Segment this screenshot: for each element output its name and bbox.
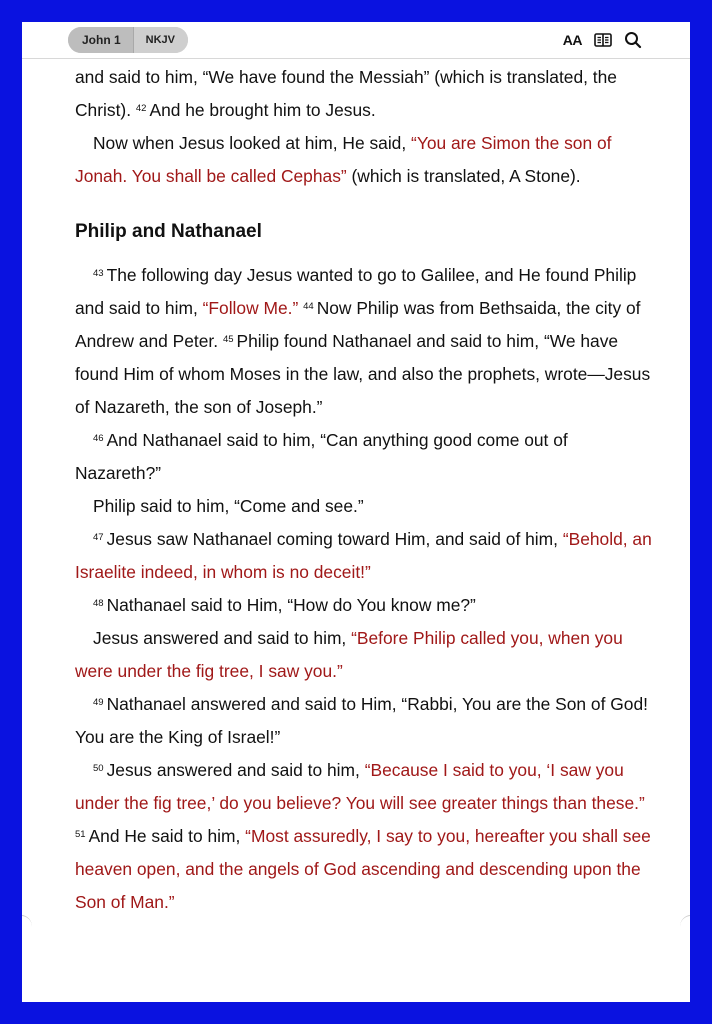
verse-number[interactable]: 47 — [93, 532, 104, 543]
verse-text: Philip said to him, “Come and see.” — [93, 496, 364, 516]
passage-selector[interactable] — [68, 27, 188, 53]
paragraph — [75, 127, 655, 193]
verse-text: Jesus saw Nathanael coming toward Him, and said of him, — [106, 529, 563, 549]
book-columns-icon — [594, 33, 612, 47]
toolbar — [551, 31, 642, 49]
font-size-button[interactable] — [563, 31, 582, 49]
search-button[interactable] — [624, 31, 642, 49]
version-button[interactable]: NKJV — [134, 27, 188, 53]
verse-number[interactable]: 42 — [135, 103, 147, 114]
previous-page-handle[interactable] — [22, 915, 32, 938]
words-of-christ: “Behold, an Israelite indeed, in whom is no deceit!” — [75, 529, 652, 582]
verse-number[interactable]: 43 — [93, 268, 104, 279]
paragraph — [75, 622, 655, 688]
parallel-view-button[interactable] — [594, 31, 612, 49]
search-icon — [624, 31, 642, 49]
verse-number[interactable]: 49 — [93, 697, 104, 708]
paragraph — [75, 589, 655, 622]
section-heading: Philip and Nathanael — [75, 221, 262, 242]
verse-number[interactable]: 48 — [93, 598, 104, 609]
verse-text: (which is translated, A Stone). — [346, 166, 581, 186]
book-chapter-button[interactable]: John 1 — [68, 27, 134, 53]
next-page-handle[interactable] — [680, 915, 690, 938]
paragraph — [75, 61, 655, 127]
verse-text: The following day Jesus wanted to go to Galilee, and He found Philip and said to him, — [75, 265, 637, 318]
verse-text: Nathanael said to Him, “How do You know me?” — [106, 595, 476, 615]
verse-number[interactable]: 51 — [75, 829, 86, 840]
paragraph — [75, 424, 655, 490]
words-of-christ: “Follow Me.” — [202, 298, 299, 318]
paragraph — [75, 490, 655, 523]
words-of-christ: “Before Philip called you, when you were under the fig tree, I saw you.” — [75, 628, 623, 681]
verse-text: and said to him, “We have found the Messiah” (which is translated, the Christ). — [75, 67, 617, 120]
paragraph — [75, 523, 655, 589]
verse-text: And he brought him to Jesus. — [149, 100, 376, 120]
font-size-label: AA — [562, 32, 582, 48]
verse-text: Now Philip was from Bethsaida, the city of Andrew and Peter. — [75, 298, 641, 351]
verse-number[interactable]: 44 — [303, 301, 314, 312]
words-of-christ: “Because I said to you, ‘I saw you under the fig tree,’ do you believe? You will see greater things than these.” — [75, 760, 645, 813]
paragraph — [75, 754, 655, 919]
verse-number[interactable]: 45 — [222, 334, 234, 345]
verse-text: Jesus answered and said to him, — [106, 760, 365, 780]
paragraph — [75, 259, 655, 424]
words-of-christ: “Most assuredly, I say to you, hereafter you shall see heaven open, and the angels of God ascending and descending upon the Son of Man.” — [75, 826, 651, 912]
verse-text: Jesus answered and said to him, — [93, 628, 352, 648]
verse-number[interactable]: 50 — [93, 763, 104, 774]
verse-text: And He said to him, — [88, 826, 246, 846]
top-bar — [22, 22, 690, 59]
scripture-text — [75, 61, 655, 919]
verse-text: Nathanael answered and said to Him, “Rabbi, You are the Son of God! You are the King of Israel!” — [75, 694, 648, 747]
words-of-christ: “You are Simon the son of Jonah. You shall be called Cephas” — [75, 133, 612, 186]
verse-text: And Nathanael said to him, “Can anything good come out of Nazareth?” — [75, 430, 568, 483]
verse-number[interactable]: 46 — [93, 433, 104, 444]
verse-text: Now when Jesus looked at him, He said, — [93, 133, 412, 153]
reader-screen — [22, 22, 690, 1002]
verse-text: Philip found Nathanael and said to him, “We have found Him of whom Moses in the law, and also the prophets, wrote—Jesus of Nazareth, the son of Joseph.” — [75, 331, 651, 417]
paragraph — [75, 688, 655, 754]
